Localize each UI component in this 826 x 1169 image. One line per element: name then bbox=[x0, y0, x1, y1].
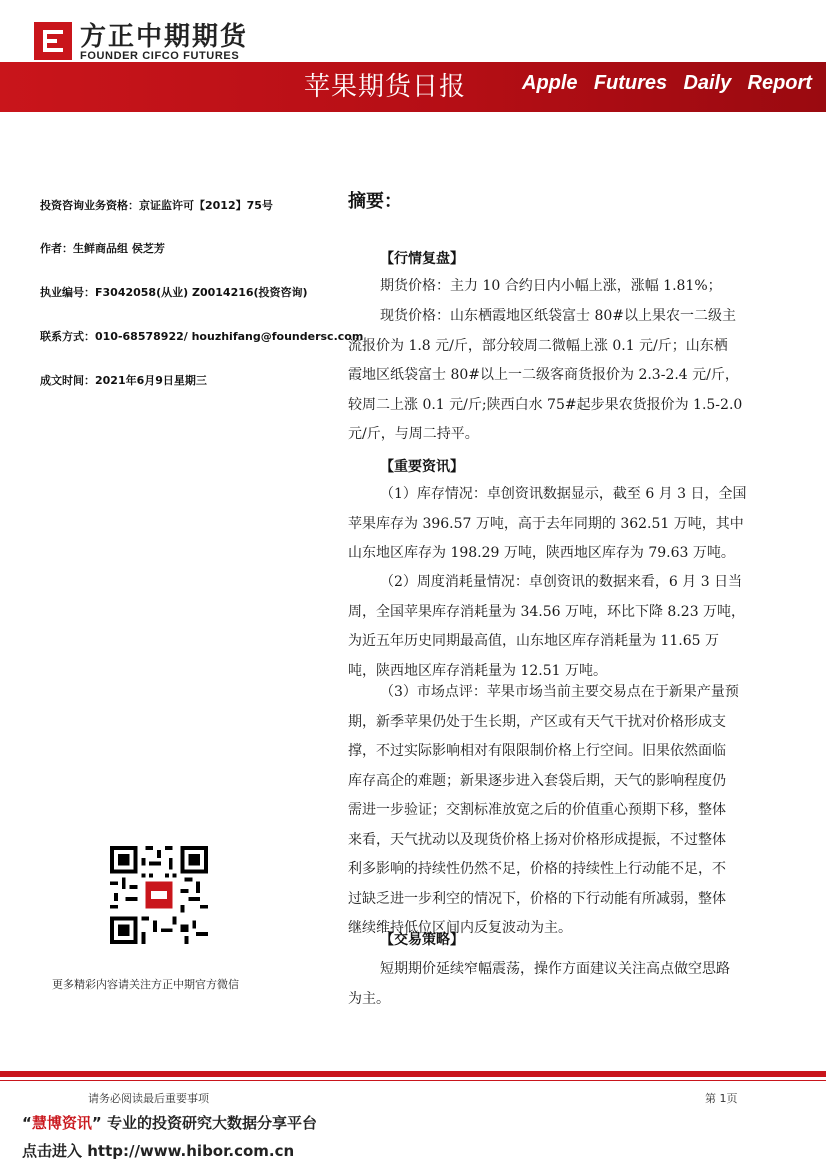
title-en-word: Futures bbox=[593, 72, 668, 94]
promo-quote-open: “ bbox=[22, 1114, 32, 1132]
section-heading-strategy: 【交易策略】 bbox=[380, 932, 464, 948]
text-line: 流报价为 1.8 元/斤，部分较周二微幅上涨 0.1 元/斤；山东栖 bbox=[348, 337, 728, 354]
footer-notice: 请务必阅读最后重要事项 bbox=[88, 1092, 209, 1105]
date-text: 成文时间：2021年6月9日星期三 bbox=[40, 374, 207, 387]
futures-price-paragraph bbox=[348, 272, 810, 302]
promo-tagline: 专业的投资研究大数据分享平台 bbox=[101, 1114, 317, 1132]
text-line: （1）库存情况：卓创资讯数据显示，截至 6 月 3 日，全国 bbox=[380, 486, 747, 502]
author-text: 作者：生鲜商品组 侯芝芳 bbox=[40, 242, 165, 255]
promo-line bbox=[22, 1112, 317, 1133]
qr-caption: 更多精彩内容请关注方正中期官方微信 bbox=[52, 978, 239, 991]
section-heading-key-news: 【重要资讯】 bbox=[380, 459, 464, 475]
text-line: 为主。 bbox=[348, 990, 390, 1007]
company-name-cn: 方正中期期货 bbox=[80, 22, 249, 52]
inventory-paragraph bbox=[348, 480, 810, 569]
text-line: 短期期价延续窄幅震荡，操作方面建议关注高点做空思路 bbox=[380, 961, 730, 977]
text-line: 山东地区库存为 198.29 万吨，陕西地区库存为 79.63 万吨。 bbox=[348, 545, 735, 561]
contact-text: 联系方式：010-68578922/ houzhifang@foundersc.com bbox=[40, 330, 364, 343]
promo-link[interactable]: 点击进入 http://www.hibor.com.cn bbox=[22, 1142, 295, 1160]
text-line: 期货价格：主力 10 合约日内小幅上涨，涨幅 1.81%； bbox=[380, 278, 722, 294]
footer-rule bbox=[0, 1071, 826, 1077]
report-title-en bbox=[522, 72, 812, 95]
text-line: 现货价格：山东栖霞地区纸袋富士 80#以上果农一二级主 bbox=[380, 308, 736, 324]
section-heading-market-review: 【行情复盘】 bbox=[380, 251, 464, 267]
text-line: 吨，陕西地区库存消耗量为 12.51 万吨。 bbox=[348, 662, 607, 679]
summary-title: 摘要： bbox=[348, 191, 402, 212]
page-number: 第 1页 bbox=[705, 1092, 738, 1105]
text-line: 期，新季苹果仍处于生长期，产区或有天气干扰对价格形成支 bbox=[348, 713, 726, 730]
text-line: 来看，天气扰动以及现货价格上扬对价格形成提振，不过整体 bbox=[348, 831, 726, 848]
title-en-word: Apple bbox=[522, 72, 578, 94]
text-line: 利多影响的持续性仍然不足，价格的持续性上行动能不足，不 bbox=[348, 861, 726, 877]
footer-rule-thin bbox=[0, 1080, 826, 1081]
text-line: 撑，不过实际影响相对有限限制价格上行空间。旧果依然面临 bbox=[348, 743, 726, 759]
text-line: 继续维持低位区间内反复波动为主。 bbox=[348, 920, 572, 936]
report-title-cn: 苹果期货日报 bbox=[304, 72, 467, 102]
strategy-paragraph bbox=[348, 955, 810, 1014]
text-line: 元/斤，与周二持平。 bbox=[348, 426, 479, 442]
text-line: 库存高企的难题；新果逐步进入套袋后期，天气的影响程度仍 bbox=[348, 772, 726, 789]
license-text: 执业编号：F3042058(从业) Z0014216(投资咨询) bbox=[40, 286, 308, 299]
company-name-en: FOUNDER CIFCO FUTURES bbox=[80, 50, 240, 62]
text-line: 较周二上涨 0.1 元/斤;陕西白水 75#起步果农货报价为 1.5-2.0 bbox=[348, 396, 743, 413]
qr-code-icon bbox=[110, 846, 208, 944]
text-line: 需进一步验证；交割标准放宽之后的价值重心预期下移，整体 bbox=[348, 802, 726, 818]
text-line: 苹果库存为 396.57 万吨，高于去年同期的 362.51 万吨，其中 bbox=[348, 515, 744, 532]
consumption-paragraph bbox=[348, 568, 810, 686]
market-commentary-paragraph bbox=[348, 678, 810, 944]
title-en-word: Report bbox=[747, 72, 812, 94]
text-line: 周，全国苹果库存消耗量为 34.56 万吨，环比下降 8.23 万吨， bbox=[348, 603, 746, 620]
founder-logo-icon bbox=[34, 22, 72, 60]
text-line: （3）市场点评：苹果市场当前主要交易点在于新果产量预 bbox=[380, 684, 739, 700]
qualification-text: 投资咨询业务资格：京证监许可【2012】75号 bbox=[40, 199, 273, 212]
text-line: 为近五年历史同期最高值，山东地区库存消耗量为 11.65 万 bbox=[348, 633, 719, 649]
text-line: 霞地区纸袋富士 80#以上一二级客商货报价为 2.3-2.4 元/斤， bbox=[348, 367, 739, 383]
text-line: （2）周度消耗量情况：卓创资讯的数据来看，6 月 3 日当 bbox=[380, 574, 743, 590]
title-en-word: Daily bbox=[683, 72, 732, 94]
spot-price-paragraph bbox=[348, 302, 810, 450]
promo-quote-close: ” bbox=[91, 1114, 102, 1132]
text-line: 过缺乏进一步利空的情况下，价格的下行动能有所减弱，整体 bbox=[348, 890, 726, 907]
promo-brand: 慧博资讯 bbox=[31, 1114, 92, 1132]
